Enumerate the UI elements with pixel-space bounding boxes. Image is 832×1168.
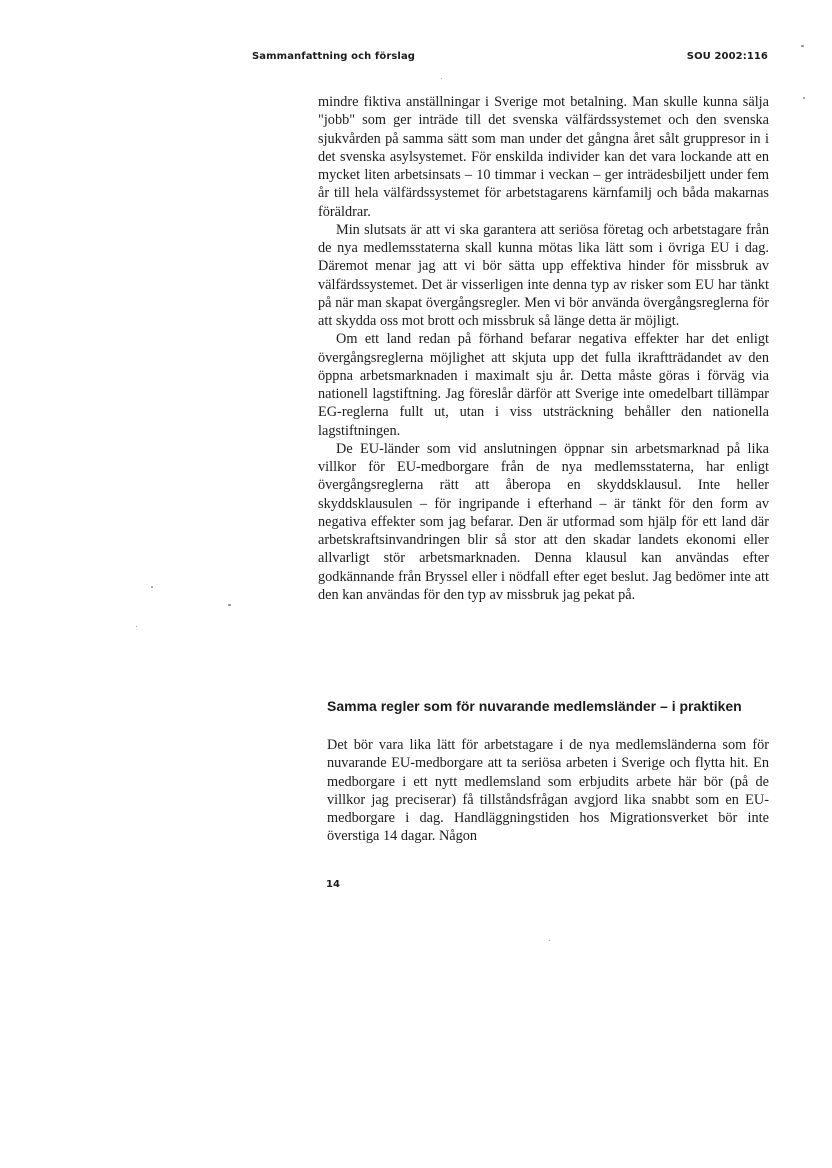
header-report-id: SOU 2002:116 [686, 51, 768, 62]
section-paragraph: Det bör vara lika lätt för arbetstagare i de nya medlemsländerna som för nuvarande EU-medborgare att ta seriösa arbeten i Sverige och flytta hit. En medborgare i ett nytt medlemsland som erbjudits arbete här bör (på de villkor jag preciserar) få tillståndsfrågan avgjord lika snabbt som en EU-medborgare i dag. Handläggningstiden hos Migrationsverket bör inte överstiga 14 dagar. Någon [327, 737, 769, 845]
scan-speck [136, 626, 137, 627]
scan-speck [151, 586, 153, 588]
scan-speck [803, 97, 805, 99]
scan-speck [228, 604, 231, 606]
section-same-rules [327, 697, 769, 846]
scan-speck [441, 78, 442, 79]
paragraph-1: mindre fiktiva anställningar i Sverige mot betalning. Man skulle kunna sälja "jobb" som ger inträde till det svenska välfärdssystemet och den svenska sjukvården på samma sätt som man under det gångna året sålt gruppresor in i det svenska asylsystemet. För enskilda individer kan det vara lockande att en mycket liten arbetsinsats – 10 timmar i veckan – ger inträdesbiljett under fem år till hela välfärdssystemet för arbetstagarens kärnfamilj och båda makarnas föräldrar. [318, 94, 769, 220]
paragraph-2: Min slutsats är att vi ska garantera att seriösa företag och arbetstagare från de nya medlemsstaterna skall kunna mötas lika lätt som i övriga EU i dag. Däremot menar jag att vi bör sätta upp effektiva hinder för missbruk av välfärdssystemet. Det är visserligen inte denna typ av risker som EU har tänkt på när man skapat övergångsregler. Men vi bör använda övergångsreglerna för att skydda oss mot brott och missbruk så länge detta är möjligt. [318, 221, 769, 329]
paragraph-3: Om ett land redan på förhand befarar negativa effekter har det enligt övergångsreglerna möjlighet att skjuta upp det fulla ikraftträdandet av den öppna arbetsmarknaden i maximalt sju år. Detta måste göras i förväg via nationell lagstiftning. Jag föreslår därför att Sverige inte omedelbart tillämpar EG-reglerna fullt ut, utan i viss utsträckning behåller den nationella lagstiftningen. [318, 331, 769, 439]
body-text [318, 93, 769, 604]
paragraph-4: De EU-länder som vid anslutningen öppnar sin arbetsmarknad på lika villkor för EU-medborgare från de nya medlemsstaterna, har enligt övergångsreglerna rätt att åberopa en skyddsklausul. Inte heller skyddsklausulen – för ingripande i efterhand – är tänkt för den form av negativa effekter som jag befarar. Den är utformad som hjälp för ett land där arbetskraftsinvandringen blir så stor att den skadar landets ekonomi eller allvarligt stör arbetsmarknaden. Denna klausul kan användas efter godkännande från Bryssel eller i nödfall efter eget beslut. Jag bedömer inte att den kan användas för den typ av missbruk jag pekat på. [318, 440, 769, 603]
header-section-title: Sammanfattning och förslag [252, 51, 416, 62]
scan-speck [801, 45, 804, 47]
section-heading: Samma regler som för nuvarande medlemsländer – i praktiken [327, 698, 742, 714]
scan-speck [549, 940, 550, 941]
page-number: 14 [326, 879, 340, 890]
running-header [252, 51, 768, 67]
